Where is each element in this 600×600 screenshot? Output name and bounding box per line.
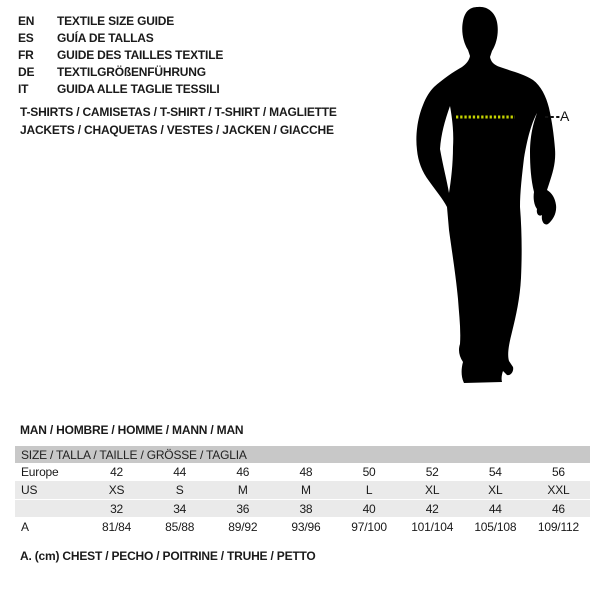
size-cell: 50 xyxy=(362,465,376,479)
table-header: SIZE / TALLA / TAILLE / GRÖSSE / TAGLIA xyxy=(15,446,590,463)
table-row-europe xyxy=(15,463,590,481)
size-cell: M xyxy=(237,483,248,497)
size-cell: 93/96 xyxy=(291,519,321,534)
size-cell: 109/112 xyxy=(537,519,579,534)
table-row-numeric xyxy=(15,499,590,517)
product-line-tshirts: T-SHIRTS / CAMISETAS / T-SHIRT / T-SHIRT / MAGLIETTE xyxy=(20,105,337,119)
language-text: GUÍA DE TALLAS xyxy=(57,30,154,45)
size-cell: XL xyxy=(425,483,440,497)
size-cell: 42 xyxy=(425,501,439,516)
size-cell: 54 xyxy=(488,465,502,479)
size-cell: XL xyxy=(488,483,503,497)
man-silhouette xyxy=(400,0,600,400)
size-table xyxy=(15,446,590,536)
size-cell: 32 xyxy=(110,501,124,516)
size-cell: M xyxy=(301,483,311,497)
size-cell: L xyxy=(365,483,373,497)
size-cell: 48 xyxy=(299,465,313,479)
row-label: A xyxy=(21,519,29,534)
language-code: EN xyxy=(18,13,35,28)
language-code: DE xyxy=(18,64,35,79)
measure-label-a: A xyxy=(560,108,570,124)
man-silhouette-body xyxy=(416,7,556,383)
size-cell: 52 xyxy=(425,465,439,479)
footnote: A. (cm) CHEST / PECHO / POITRINE / TRUHE / PETTO xyxy=(20,549,316,563)
size-cell: 101/104 xyxy=(411,519,454,534)
size-cell: 46 xyxy=(551,501,565,516)
row-label: US xyxy=(21,483,38,497)
size-cell: 36 xyxy=(236,501,250,516)
language-text: GUIDE DES TAILLES TEXTILE xyxy=(57,47,224,62)
size-cell: 105/108 xyxy=(474,519,517,534)
language-code: FR xyxy=(18,47,34,62)
size-cell: 40 xyxy=(362,501,376,516)
section-title: MAN / HOMBRE / HOMME / MANN / MAN xyxy=(20,423,244,437)
size-cell: 81/84 xyxy=(102,519,132,534)
size-cell: 56 xyxy=(551,465,565,479)
size-cell: XXL xyxy=(547,483,570,497)
size-cell: 34 xyxy=(173,501,187,516)
size-cell: 44 xyxy=(488,501,502,516)
size-cell: 42 xyxy=(110,465,124,479)
language-text: GUIDA ALLE TAGLIE TESSILI xyxy=(57,81,220,96)
size-cell: 46 xyxy=(236,465,250,479)
row-label: Europe xyxy=(21,465,59,479)
language-code: ES xyxy=(18,30,34,45)
table-row-chest-cm xyxy=(15,517,590,536)
language-text: TEXTILGRÖßENFÜHRUNG xyxy=(57,64,206,79)
size-cell: 89/92 xyxy=(228,519,258,534)
size-cell: XS xyxy=(108,483,125,497)
size-cell: 85/88 xyxy=(165,519,195,534)
language-text: TEXTILE SIZE GUIDE xyxy=(57,13,175,28)
size-cell: S xyxy=(175,483,184,497)
table-row-us xyxy=(15,481,590,499)
size-cell: 97/100 xyxy=(351,519,387,534)
language-code: IT xyxy=(18,81,29,96)
product-line-jackets: JACKETS / CHAQUETAS / VESTES / JACKEN / GIACCHE xyxy=(20,123,334,137)
size-cell: 38 xyxy=(299,501,313,516)
size-cell: 44 xyxy=(173,465,187,479)
